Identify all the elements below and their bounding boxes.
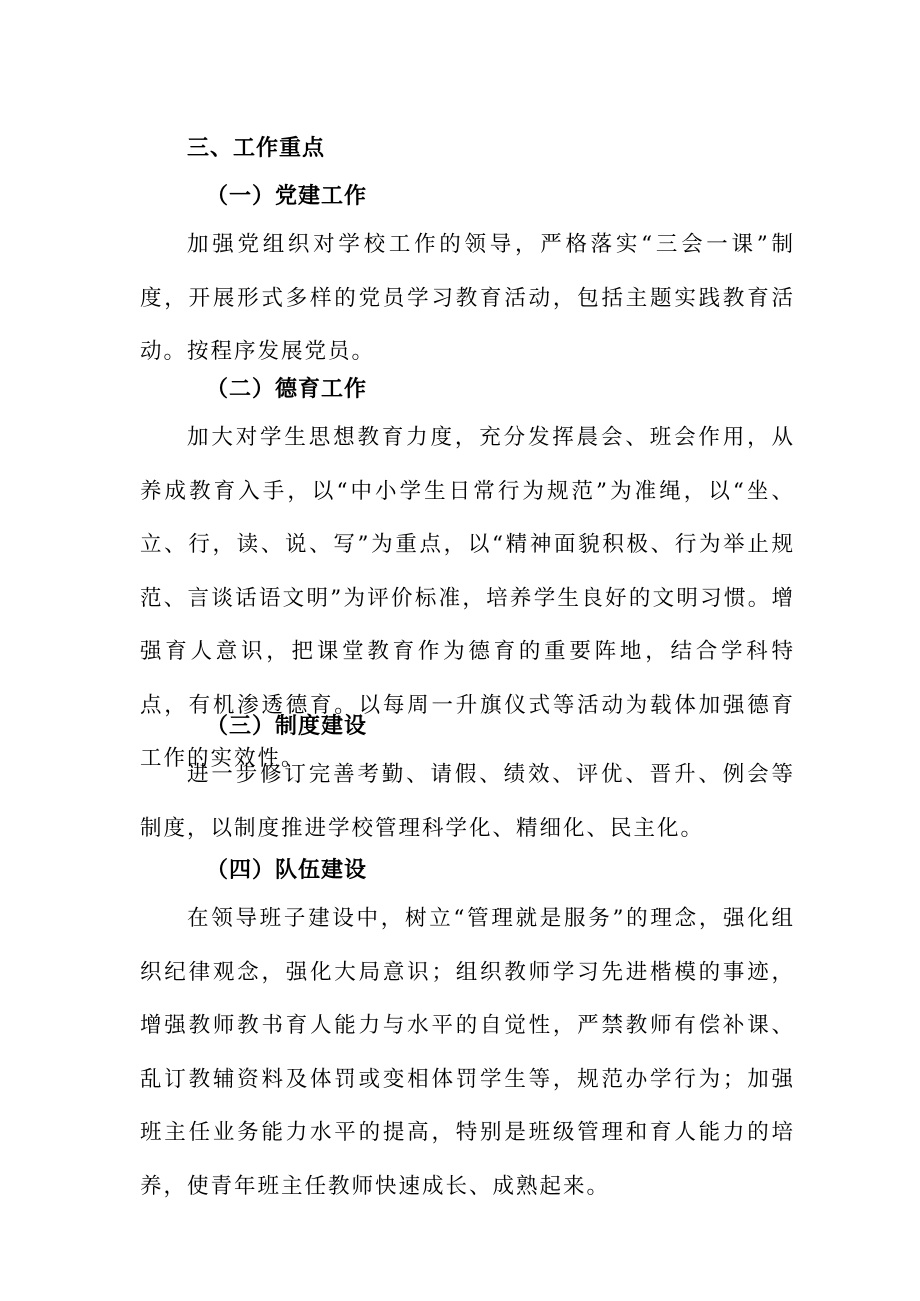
subsection-heading-party-building: （一）党建工作 — [206, 183, 368, 209]
paragraph-team-building: 在领导班子建设中，树立“管理就是服务”的理念，强化组织纪律观念，强化大局意识；组织教师学习先进楷模的事迹，增强教师教书育人能力与水平的自觉性，严禁教师有偿补课、乱订教辅资料及体罚或变相体罚学生等，规范办学行为；加强班主任业务能力水平的提高，特别是班级管理和育人能力的培养，使青年班主任教师快速成长、成熟起来。 — [140, 906, 795, 1199]
paragraph-moral-education: 加大对学生思想教育力度，充分发挥晨会、班会作用，从养成教育入手，以“中小学生日常行为规范”为准绳，以“坐、立、行，读、说、写”为重点，以“精神面貌积极、行为举止规范、言谈话语文明”为评价标准，培养学生良好的文明习惯。增强育人意识，把课堂教育作为德育的重要阵地，结合学科特点，有机渗透德育。以每周一升旗仪式等活动为载体加强德育工作的实效性。 — [140, 425, 795, 771]
section-title: 三、工作重点 — [187, 135, 326, 161]
paragraph-party-building: 加强党组织对学校工作的领导，严格落实“三会一课”制度，开展形式多样的党员学习教育活动，包括主题实践教育活动。按程序发展党员。 — [140, 232, 795, 364]
subsection-heading-system-building: （三）制度建设 — [206, 713, 368, 739]
paragraph-system-building: 进一步修订完善考勤、请假、绩效、评优、晋升、例会等制度，以制度推进学校管理科学化、精细化、民主化。 — [140, 762, 795, 841]
subsection-heading-moral-education: （二）德育工作 — [206, 376, 368, 402]
subsection-heading-team-building: （四）队伍建设 — [206, 857, 368, 883]
